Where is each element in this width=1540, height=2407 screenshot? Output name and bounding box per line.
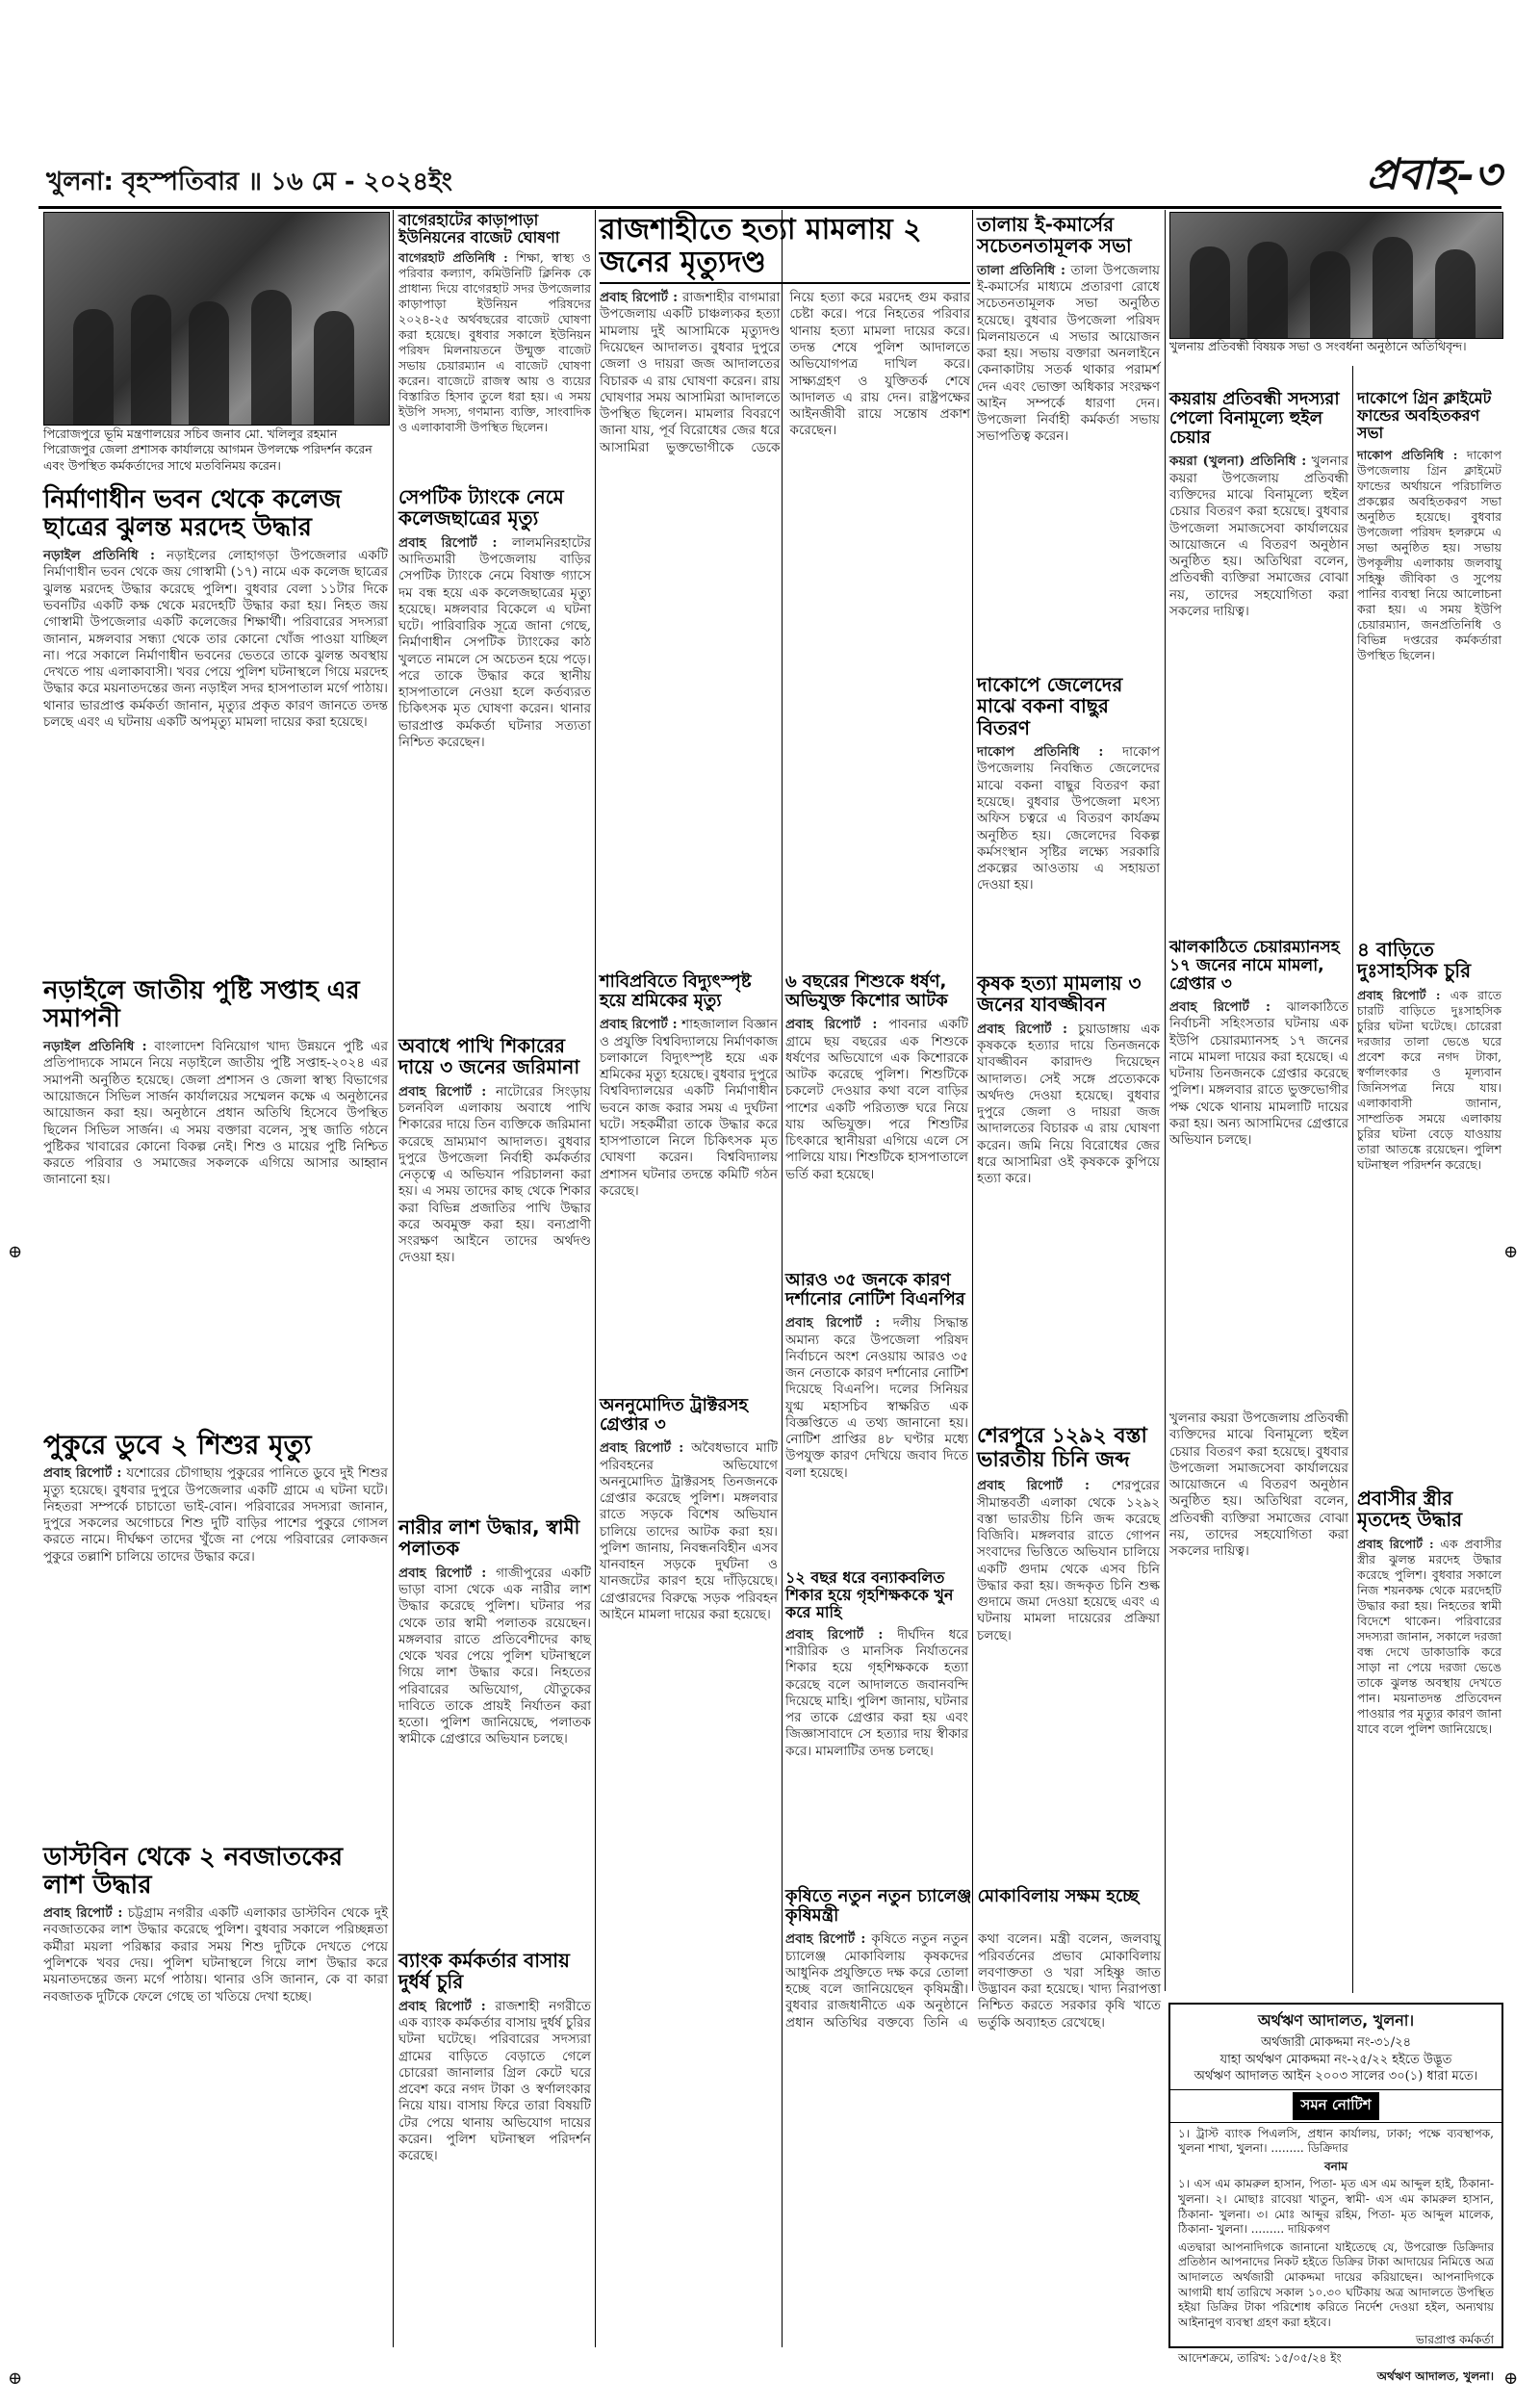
court-plaintiff: ১। ট্রাস্ট ব্যাংক পিএলসি, প্রধান কার্যালয়, ঢাকা; পক্ষে ব্যবস্থাপক, খুলনা শাখা, খুলনা। ......... ডিক্রিদার — [1178, 2126, 1494, 2156]
article-byline: প্রবাহ রিপোর্ট : — [785, 1931, 866, 1948]
article-body: তালা উপজেলায় ই-কমার্সের মাধ্যমে প্রতারণা রোধে সচেতনতামূলক সভা অনুষ্ঠিত হয়েছে। বুধবার উপজেলা পরিষদ মিলনায়তনে এ সভার আয়োজন করা হয়। সভায় বক্তারা অনলাইনে কেনাকাটায় সতর্ক থাকার পরামর্শ দেন এবং ভোক্তা অধিকার সংরক্ষণ আইন সম্পর্কে ধারণা দেন। উপজেলা নির্বাহী কর্মকর্তা সভায় সভাপতিত্ব করেন। — [977, 262, 1160, 445]
article-body: ঝালকাঠিতে নির্বাচনী সহিংসতার ঘটনায় এক ইউপি চেয়ারম্যানসহ ১৭ জনের নামে মামলা দায়ের করা হয়েছে। এ ঘটনায় তিনজনকে গ্রেপ্তার করেছে পুলিশ। মঙ্গলবার রাতে ভুক্তভোগীর পক্ষ থেকে থানায় মামলাটি দায়ের করা হয়। অন্য আসামিদের গ্রেপ্তারে অভিযান চলছে। — [1169, 999, 1348, 1149]
article-byline: কয়রা (খুলনা) প্রতিনিধি : — [1169, 453, 1307, 470]
article — [398, 1035, 591, 1507]
article-byline: দাকোপ প্রতিনিধি : — [977, 744, 1104, 761]
court-legal-section: অর্থঋণ আদালত আইন ২০০৩ সালের ৩০(১) ধারা মতে। — [1194, 2069, 1478, 2084]
article-body: চট্টগ্রাম নগরীর একটি এলাকার ডাস্টবিন থেকে দুই নবজাতকের লাশ উদ্ধার করেছে পুলিশ। বুধবার সকালে পরিচ্ছন্নতা কর্মীরা ময়লা পরিষ্কার করার সময় শিশু দুটিকে দেখতে পেয়ে পুলিশকে খবর দেয়। পুলিশ ঘটনাস্থলে গিয়ে লাশ উদ্ধার করে ময়নাতদন্তের জন্য মর্গে পাঠায়। থানার ওসি জানান, কে বা কারা নবজাতক দুটিকে ফেলে গেছে তা খতিয়ে দেখা হচ্ছে। — [43, 1905, 388, 2005]
article-body: গাজীপুরের একটি ভাড়া বাসা থেকে এক নারীর লাশ উদ্ধার করেছে পুলিশ। ঘটনার পর থেকে তার স্বামী পলাতক রয়েছেন। মঙ্গলবার রাতে প্রতিবেশীদের কাছ থেকে খবর পেয়ে পুলিশ ঘটনাস্থলে গিয়ে লাশ উদ্ধার করে। নিহতের পরিবারের অভিযোগ, যৌতুকের দাবিতে তাকে প্রায়ই নির্যাতন করা হতো। পুলিশ জানিয়েছে, পলাতক স্বামীকে গ্রেপ্তারে অভিযান চলছে। — [398, 1565, 591, 1747]
article — [43, 486, 388, 968]
article-byline: প্রবাহ রিপোর্ট : — [398, 1565, 487, 1581]
article — [398, 1516, 591, 1940]
article — [785, 1271, 968, 1560]
article-byline: প্রবাহ রিপোর্ট : — [1169, 999, 1271, 1016]
news-photo — [1169, 212, 1503, 339]
article-headline: দাকোপে গ্রিন ক্লাইমেট ফান্ডের অবহিতকরণ সভা — [1357, 389, 1492, 442]
article-headline: আরও ৩৫ জনকে কারণ দর্শানোর নোটিশ বিএনপির — [785, 1270, 965, 1310]
article-body: নাটোরের সিংড়ায় চলনবিল এলাকায় অবাধে পাখি শিকারের দায়ে তিন ব্যক্তিকে জরিমানা করেছে ভ্রাম্যমাণ আদালত। বুধবার দুপুরে উপজেলা নির্বাহী কর্মকর্তার নেতৃত্বে এ অভিযান পরিচালনা করা হয়। এ সময় তাদের কাছ থেকে শিকার করা বিভিন্ন প্রজাতির পাখি উদ্ধার করে অবমুক্ত করা হয়। বন্যপ্রাণী সংরক্ষণ আইনে তাদের অর্থদণ্ড দেওয়া হয়। — [398, 1083, 591, 1266]
article-headline: শেরপুরে ১২৯২ বস্তা ভারতীয় চিনি জব্দ — [977, 1424, 1147, 1472]
court-footer: অর্থঋণ আদালত, খুলনা। — [1376, 2368, 1494, 2383]
article-byline: প্রবাহ রিপোর্ট : — [785, 1315, 881, 1332]
column-divider — [393, 210, 394, 2347]
article-body: শাহজালাল বিজ্ঞান ও প্রযুক্তি বিশ্ববিদ্যালয়ে নির্মাণকাজ চলাকালে বিদ্যুৎস্পৃষ্ট হয়ে এক শ্রমিকের মৃত্যু হয়েছে। বুধবার দুপুরে বিশ্ববিদ্যালয়ের একটি নির্মাণাধীন ভবনে কাজ করার সময় এ দুর্ঘটনা ঘটে। সহকর্মীরা তাকে উদ্ধার করে হাসপাতালে নিলে চিকিৎসক মৃত ঘোষণা করেন। বিশ্ববিদ্যালয় প্রশাসন ঘটনার তদন্তে কমিটি গঠন করেছে। — [600, 1017, 778, 1199]
article-body: দীর্ঘদিন ধরে শারীরিক ও মানসিক নির্যাতনের শিকার হয়ে গৃহশিক্ষককে হত্যা করেছে বলে আদালতে জবানবন্দি দিয়েছে মাহি। পুলিশ জানায়, ঘটনার পর তাকে গ্রেপ্তার করা হয় এবং জিজ্ঞাসাবাদে সে হত্যার দায় স্বীকার করে। মামলাটির তদন্ত চলছে। — [785, 1626, 968, 1759]
court-signature: ভারপ্রাপ্ত কর্মকর্তা — [1415, 2333, 1494, 2347]
article-body: অবৈধভাবে মাটি পরিবহনের অভিযোগে অননুমোদিত ট্রাক্টরসহ তিনজনকে গ্রেপ্তার করেছে পুলিশ। মঙ্গলবার রাতে সড়কে বিশেষ অভিযান চালিয়ে তাদের আটক করা হয়। পুলিশ জানায়, নিবন্ধনবিহীন এসব যানবাহন সড়কে দুর্ঘটনা ও যানজটের কারণ হয়ে দাঁড়িয়েছে। গ্রেপ্তারদের বিরুদ্ধে সড়ক পরিবহন আইনে মামলা দায়ের করা হয়েছে। — [600, 1440, 779, 1622]
article — [977, 1425, 1160, 1877]
article-headline: ৬ বছরের শিশুকে ধর্ষণ, অভিযুক্ত কিশোর আটক — [785, 971, 948, 1012]
article — [977, 972, 1160, 1415]
article-byline: নড়াইল প্রতিনিধি : — [43, 1039, 147, 1055]
article-body: লালমনিরহাটের আদিতমারী উপজেলায় বাড়ির সেপটিক ট্যাংকে নেমে বিষাক্ত গ্যাসে দম বন্ধ হয়ে এক কলেজছাত্রের মৃত্যু হয়েছে। মঙ্গলবার বিকেলে এ ঘটনা ঘটে। পারিবারিক সূত্রে জানা গেছে, নির্মাণাধীন সেপটিক ট্যাংকের কাঠ খুলতে নামলে সে অচেতন হয়ে পড়ে। পরে তাকে উদ্ধার করে স্থানীয় হাসপাতালে নেওয়া হলে কর্তব্যরত চিকিৎসক মৃত ঘোষণা করেন। থানার ভারপ্রাপ্ত কর্মকর্তা ঘটনার সত্যতা নিশ্চিত করেছেন। — [398, 534, 591, 750]
article-headline: কৃষিতে নতুন নতুন চ্যালেঞ্জ মোকাবিলায় সক্ষম হচ্ছে কৃষিমন্ত্রী — [785, 1886, 1140, 1927]
article — [600, 972, 778, 1386]
court-notice-body: এতদ্বারা আপনাদিগকে জানানো যাইতেছে যে, উপরোক্ত ডিক্রিদার প্রতিষ্ঠান আপনাদের নিকট হইতে ডিক্রির টাকা আদায়ের নিমিত্তে অত্র আদালতে অর্থজারী মোকদ্দমা দায়ের করিয়াছেন। আপনাদিগকে আগামী ধার্য তারিখে সকাল ১০.৩০ ঘটিকায় অত্র আদালতে উপস্থিত হইয়া ডিক্রির টাকা পরিশোধ করিতে নির্দেশ দেওয়া হইল, অন্যথায় আইনানুগ ব্যবস্থা গ্রহণ করা হইবে। — [1178, 2239, 1494, 2329]
article — [1357, 390, 1502, 929]
registration-mark-icon: ⊕ — [1503, 1242, 1519, 1262]
article-body: রাজশাহীর বাগমারা উপজেলায় একটি চাঞ্চল্যকর হত্যা মামলায় দুই আসামিকে মৃত্যুদণ্ড দিয়েছেন আদালত। বুধবার দুপুরে জেলা ও দায়রা জজ আদালতের বিচারক এ রায় ঘোষণা করেন। রায় ঘোষণার সময় আসামিরা আদালতে উপস্থিত ছিলেন। মামলার বিবরণে জানা যায়, পূর্ব বিরোধের জের ধরে আসামিরা ভুক্তভোগীকে ডেকে নিয়ে হত্যা করে মরদেহ গুম করার চেষ্টা করে। পরে নিহতের পরিবার থানায় হত্যা মামলা দায়ের করে। তদন্ত শেষে পুলিশ আদালতে অভিযোগপত্র দাখিল করে। সাক্ষ্যগ্রহণ ও যুক্তিতর্ক শেষে আদালত এ রায় দেন। রাষ্ট্রপক্ষের আইনজীবী রায়ে সন্তোষ প্রকাশ করেছেন। — [600, 290, 970, 455]
registration-mark-icon: ⊕ — [8, 2368, 23, 2389]
article-byline: দাকোপ প্রতিনিধি : — [1357, 447, 1458, 462]
court-case-number: অর্থজারী মোকদ্দমা নং-৩১/২৪ — [1260, 2035, 1412, 2050]
article — [785, 1569, 968, 1877]
article-headline: সেপটিক ট্যাংকে নেমে কলেজছাত্রের মৃত্যু — [398, 485, 564, 531]
article-body: চুয়াডাঙ্গায় এক কৃষককে হত্যার দায়ে তিনজনকে যাবজ্জীবন কারাদণ্ড দিয়েছেন আদালত। সেই সঙ্গে প্রত্যেককে অর্থদণ্ড দেওয়া হয়েছে। বুধবার দুপুরে জেলা ও দায়রা জজ আদালতের বিচারক এ রায় ঘোষণা করেন। জমি নিয়ে বিরোধের জের ধরে আসামিরা ওই কৃষককে কুপিয়ে হত্যা করে। — [977, 1021, 1160, 1187]
article-headline: ডাস্টবিন থেকে ২ নবজাতকের লাশ উদ্ধার — [43, 1843, 344, 1901]
article-headline: ঝালকাঠিতে চেয়ারম্যানসহ ১৭ জনের নামে মামলা, গ্রেপ্তার ৩ — [1169, 938, 1340, 995]
article-body: দাকোপ উপজেলায় গ্রিন ক্লাইমেট ফান্ডের অর্থায়নে পরিচালিত প্রকল্পের অবহিতকরণ সভা অনুষ্ঠিত হয়েছে। বুধবার উপজেলা পরিষদ হলরুমে এ সভা অনুষ্ঠিত হয়। সভায় উপকূলীয় এলাকায় জলবায়ু সহিষ্ণু জীবিকা ও সুপেয় পানির ব্যবস্থা নিয়ে আলোচনা করা হয়। এ সময় ইউপি চেয়ারম্যান, জনপ্রতিনিধি ও বিভিন্ন দপ্তরের কর্মকর্তারা উপস্থিত ছিলেন। — [1357, 447, 1502, 662]
article-headline: অননুমোদিত ট্রাক্টরসহ গ্রেপ্তার ৩ — [600, 1395, 749, 1436]
article — [43, 1430, 388, 1834]
article-byline: প্রবাহ রিপোর্ট : — [398, 534, 498, 551]
article-byline: প্রবাহ রিপোর্ট : — [977, 1021, 1067, 1037]
article-byline: বাগেরহাট প্রতিনিধি : — [398, 249, 508, 265]
photo-caption: পিরোজপুরে ভূমি মন্ত্রণালয়ের সচিব জনাব মো. খলিলুর রহমান পিরোজপুর জেলা প্রশাসক কার্যালয়ে আগমন উপলক্ষে পরিদর্শন করেন এবং উপস্থিত কর্মকর্তাদের সাথে মতবিনিময় করেন। — [43, 427, 372, 473]
article-headline: নড়াইলে জাতীয় পুষ্টি সপ্তাহ এর সমাপনী — [43, 976, 360, 1034]
article-headline: পুকুরে ডুবে ২ শিশুর মৃত্যু — [43, 1429, 312, 1461]
article-headline: শাবিপ্রবিতে বিদ্যুৎস্পৃষ্ট হয়ে শ্রমিকের মৃত্যু — [600, 971, 752, 1012]
article-headline: অবাধে পাখি শিকারের দায়ে ৩ জনের জরিমানা — [398, 1034, 580, 1079]
article — [43, 1844, 388, 2344]
date-line: খুলনা: বৃহস্পতিবার ॥ ১৬ মে - ২০২৪ইং — [46, 168, 452, 196]
article-body: পাবনার একটি গ্রামে ছয় বছরের এক শিশুকে ধর্ষণের অভিযোগে এক কিশোরকে আটক করেছে পুলিশ। শিশুটিকে চকলেট দেওয়ার কথা বলে বাড়ির পাশের একটি পরিত্যক্ত ঘরে নিয়ে যায় অভিযুক্ত। পরে শিশুটির চিৎকারে স্থানীয়রা এগিয়ে এলে সে পালিয়ে যায়। শিশুটিকে হাসপাতালে ভর্তি করা হয়েছে। — [785, 1017, 969, 1182]
article-byline: প্রবাহ রিপোর্ট : — [600, 1440, 684, 1457]
article — [785, 1887, 1161, 2344]
article-body: দলীয় সিদ্ধান্ত অমান্য করে উপজেলা পরিষদ নির্বাচনে অংশ নেওয়ায় আরও ৩৫ জন নেতাকে কারণ দর্শানোর নোটিশ দিয়েছে বিএনপি। দলের সিনিয়র যুগ্ম মহাসচিব স্বাক্ষরিত এক বিজ্ঞপ্তিতে এ তথ্য জানানো হয়। নোটিশ প্রাপ্তির ৪৮ ঘণ্টার মধ্যে উপযুক্ত কারণ দেখিয়ে জবাব দিতে বলা হয়েছে। — [785, 1315, 968, 1481]
article-body: দাকোপ উপজেলায় নিবন্ধিত জেলেদের মাঝে বকনা বাছুর বিতরণ করা হয়েছে। বুধবার উপজেলা মৎস্য অফিস চত্বরে এ বিতরণ কার্যক্রম অনুষ্ঠিত হয়। জেলেদের বিকল্প কর্মসংস্থান সৃষ্টির লক্ষ্যে সরকারি প্রকল্পের আওতায় এ সহায়তা দেওয়া হয়। — [977, 744, 1160, 893]
article — [1357, 939, 1502, 1478]
header-rule — [38, 206, 1502, 209]
news-photo — [43, 212, 390, 426]
article-headline: রাজশাহীতে হত্যা মামলায় ২ জনের মৃত্যুদণ্ড — [600, 214, 970, 284]
article-byline: প্রবাহ রিপোর্ট : — [398, 1998, 486, 2014]
article-headline: ১২ বছর ধরে বন্যাকবলিত শিকার হয়ে গৃহশিক্ষককে খুন করে মাহি — [785, 1568, 954, 1621]
article-body: শিক্ষা, স্বাস্থ্য ও পরিবার কল্যাণ, কমিউনিটি ক্লিনিক কে প্রাধান্য দিয়ে বাগেরহাট সদর উপজেলার কাড়াপাড়া ইউনিয়ন পরিষদের ২০২৪-২৫ অর্থবছরের বাজেট ঘোষণা করা হয়েছে। বুধবার সকালে ইউনিয়ন পরিষদ মিলনায়তনে উন্মুক্ত বাজেট সভায় চেয়ারম্যান এ বাজেট ঘোষণা করেন। বাজেটে রাজস্ব আয় ও ব্যয়ের বিস্তারিত হিসাব তুলে ধরা হয়। এ সময় ইউপি সদস্য, গণমান্য ব্যক্তি, সাংবাদিক ও এলাকাবাসী উপস্থিত ছিলেন। — [398, 249, 591, 434]
article — [398, 1950, 591, 2344]
article-byline: প্রবাহ রিপোর্ট : — [1357, 1536, 1434, 1551]
article — [977, 214, 1160, 666]
article-body: যশোরের চৌগাছায় পুকুরের পানিতে ডুবে দুই শিশুর মৃত্যু হয়েছে। বুধবার দুপুরে উপজেলার একটি গ্রামে এ ঘটনা ঘটে। নিহতরা সম্পর্কে চাচাতো ভাই-বোন। পরিবারের সদস্যরা জানান, দুপুরে সকলের অগোচরে শিশু দুটি বাড়ির পাশের পুকুরে গোসল করতে নামে। দীর্ঘক্ষণ তাদের খুঁজে না পেয়ে পরিবারের লোকজন পুকুরে তল্লাশি চালিয়ে তাদের উদ্ধার করে। — [43, 1465, 388, 1565]
column-divider — [972, 210, 973, 1991]
article-headline: ব্যাংক কর্মকর্তার বাসায় দুর্ধর্ষ চুরি — [398, 1949, 570, 1994]
lead-article — [600, 214, 970, 965]
article-byline: প্রবাহ রিপোর্ট : — [600, 290, 679, 306]
article-byline: তালা প্রতিনিধি : — [977, 262, 1066, 278]
column-divider — [1165, 210, 1166, 1991]
article-byline: প্রবাহ রিপোর্ট : — [977, 1478, 1090, 1494]
registration-mark-icon: ⊕ — [1503, 2368, 1519, 2389]
article-byline: প্রবাহ রিপোর্ট : — [43, 1905, 123, 1922]
masthead — [1299, 142, 1502, 210]
article — [1169, 1411, 1348, 1988]
court-title: অর্থঋণ আদালত, খুলনা। — [1257, 2011, 1415, 2030]
article-body: এক রাতে চারটি বাড়িতে দুঃসাহসিক চুরির ঘটনা ঘটেছে। চোরেরা দরজার তালা ভেঙে ঘরে প্রবেশ করে নগদ টাকা, স্বর্ণালংকার ও মূল্যবান জিনিসপত্র নিয়ে যায়। এলাকাবাসী জানান, সাম্প্রতিক সময়ে এলাকায় চুরির ঘটনা বেড়ে যাওয়ায় তারা আতঙ্কে রয়েছেন। পুলিশ ঘটনাস্থল পরিদর্শন করেছে। — [1357, 987, 1502, 1172]
article-body: নড়াইলের লোহাগড়া উপজেলার একটি নির্মাণাধীন ভবন থেকে জয় গোস্বামী (১৭) নামে এক কলেজ ছাত্রের ঝুলন্ত মরদেহ উদ্ধার করেছে পুলিশ। বুধবার বেলা ১১টার দিকে ভবনটির একটি কক্ষ থেকে মরদেহটি উদ্ধার করা হয়। নিহত জয় গোস্বামী উপজেলার একটি কলেজের শিক্ষার্থী। পরিবারের সদস্যরা জানান, মঙ্গলবার সন্ধ্যা থেকে তার কোনো খোঁজ পাওয়া যাচ্ছিল না। পরে সকালে নির্মাণাধীন ভবনের ভেতরে তাকে ঝুলন্ত অবস্থায় দেখতে পায় এলাকাবাসী। খবর পেয়ে পুলিশ ঘটনাস্থলে গিয়ে মরদেহ উদ্ধার করে ময়নাতদন্তের জন্য নড়াইল সদর হাসপাতাল মর্গে পাঠায়। থানার ভারপ্রাপ্ত কর্মকর্তা জানান, মৃত্যুর প্রকৃত কারণ জানতে তদন্ত চলছে এবং এ ঘটনায় একটি অপমৃত্যু মামলা দায়ের করা হয়েছে। — [43, 548, 388, 730]
article-body: শেরপুরের সীমান্তবর্তী এলাকা থেকে ১২৯২ বস্তা ভারতীয় চিনি জব্দ করেছে বিজিবি। মঙ্গলবার রাতে গোপন সংবাদের ভিত্তিতে অভিযান চালিয়ে একটি গুদাম থেকে এসব চিনি উদ্ধার করা হয়। জব্দকৃত চিনি শুল্ক গুদামে জমা দেওয়া হয়েছে এবং এ ঘটনায় মামলা দায়েরের প্রক্রিয়া চলছে। — [977, 1478, 1160, 1643]
article-byline: প্রবাহ রিপোর্ট : — [398, 1083, 487, 1100]
article-headline: নির্মাণাধীন ভবন থেকে কলেজ ছাত্রের ঝুলন্ত মরদেহ উদ্ধার — [43, 485, 342, 543]
article-byline: প্রবাহ রিপোর্ট : — [43, 1465, 122, 1482]
registration-mark-icon: ⊕ — [8, 1242, 23, 1262]
article-body: এক প্রবাসীর স্ত্রীর ঝুলন্ত মরদেহ উদ্ধার করেছে পুলিশ। বুধবার সকালে নিজ শয়নকক্ষ থেকে মরদেহটি উদ্ধার করা হয়। নিহতের স্বামী বিদেশে থাকেন। পরিবারের সদস্যরা জানান, সকালে দরজা বন্ধ দেখে ডাকাডাকি করে সাড়া না পেয়ে দরজা ভেঙে তাকে ঝুলন্ত অবস্থায় দেখতে পান। ময়নাতদন্ত প্রতিবেদন পাওয়ার পর মৃত্যুর কারণ জানা যাবে বলে পুলিশ জানিয়েছে। — [1357, 1536, 1502, 1736]
article — [600, 1396, 778, 1849]
court-versus: বনাম — [1324, 2159, 1348, 2173]
court-notice-title: সমন নোটিশ — [1170, 2089, 1502, 2123]
article — [398, 212, 591, 481]
article-headline: প্রবাসীর স্ত্রীর মৃতদেহ উদ্ধার — [1357, 1487, 1463, 1532]
article — [1169, 390, 1348, 929]
court-case-origin: যাহা অর্থঋণ মোকদ্দমা নং-২৫/২২ হইতে উদ্ভূত — [1219, 2052, 1452, 2067]
photo-caption: খুলনায় প্রতিবন্ধী বিষয়ক সভা ও সংবর্ধনা অনুষ্ঠানে অতিথিবৃন্দ। — [1169, 339, 1467, 353]
article-byline: প্রবাহ রিপোর্ট : — [600, 1017, 678, 1033]
column-divider — [1352, 366, 1353, 1993]
article — [1169, 939, 1348, 1401]
article — [398, 486, 591, 1025]
masthead-title: প্রবাহ-৩ — [1366, 150, 1502, 199]
article — [1357, 1488, 1502, 1988]
article-byline: প্রবাহ রিপোর্ট : — [785, 1626, 884, 1643]
article-headline: কয়রায় প্রতিবন্ধী সদস্যরা পেলো বিনামূল্যে হুইল চেয়ার — [1169, 389, 1340, 449]
court-date: আদেশক্রমে, তারিখ: ১৫/০৫/২৪ ইং — [1178, 2350, 1342, 2365]
article-headline: দাকোপে জেলেদের মাঝে বকনা বাছুর বিতরণ — [977, 673, 1123, 739]
article — [977, 674, 1160, 963]
article-body: কৃষিতে নতুন নতুন চ্যালেঞ্জ মোকাবিলায় কৃষকদের আধুনিক প্রযুক্তিতে দক্ষ করে তোলা হচ্ছে বলে জানিয়েছেন কৃষিমন্ত্রী। বুধবার রাজধানীতে এক অনুষ্ঠানে প্রধান অতিথির বক্তব্যে তিনি এ কথা বলেন। মন্ত্রী বলেন, জলবায়ু পরিবর্তনের প্রভাব মোকাবিলায় লবণাক্ততা ও খরা সহিষ্ণু জাত উদ্ভাবন করা হয়েছে। খাদ্য নিরাপত্তা নিশ্চিত করতে সরকার কৃষি খাতে ভর্তুকি অব্যাহত রেখেছে। — [785, 1931, 1161, 2031]
article — [43, 977, 388, 1420]
court-notice — [1168, 2003, 1503, 2383]
article-headline: কৃষক হত্যা মামলায় ৩ জনের যাবজ্জীবন — [977, 971, 1142, 1017]
article-byline: প্রবাহ রিপোর্ট : — [1357, 987, 1441, 1002]
article-byline: নড়াইল প্রতিনিধি : — [43, 548, 155, 564]
article-body: বাংলাদেশ বিনিয়োগ খাদ্য উন্নয়নে পুষ্টি এর প্রতিপাদ্যকে সামনে নিয়ে নড়াইলে জাতীয় পুষ্টি সপ্তাহ-২০২৪ এর সমাপনী অনুষ্ঠিত হয়েছে। জেলা প্রশাসন ও জেলা স্বাস্থ্য বিভাগের আয়োজনে সিভিল সার্জন কার্যালয়ের সম্মেলন কক্ষে এ অনুষ্ঠানের আয়োজন করা হয়। অনুষ্ঠানে প্রধান অতিথি হিসেবে উপস্থিত ছিলেন সিভিল সার্জন। এ সময় বক্তারা বলেন, সুস্থ জাতি গঠনে পুষ্টিকর খাবারের কোনো বিকল্প নেই। শিশু ও মায়ের পুষ্টি নিশ্চিত করতে পরিবার ও সমাজের সকলকে এগিয়ে আসার আহ্বান জানানো হয়। — [43, 1039, 388, 1188]
article-body: রাজশাহী নগরীতে এক ব্যাংক কর্মকর্তার বাসায় দুর্ধর্ষ চুরির ঘটনা ঘটেছে। পরিবারের সদস্যরা গ্রামের বাড়িতে বেড়াতে গেলে চোরেরা জানালার গ্রিল কেটে ঘরে প্রবেশ করে নগদ টাকা ও স্বর্ণালংকার নিয়ে যায়। বাসায় ফিরে তারা বিষয়টি টের পেয়ে থানায় অভিযোগ দায়ের করেন। পুলিশ ঘটনাস্থল পরিদর্শন করেছে। — [398, 1998, 591, 2164]
article-headline: বাগেরহাটের কাড়াপাড়া ইউনিয়নের বাজেট ঘোষণা — [398, 211, 560, 246]
court-defendants: ১। এস এম কামরুল হাসান, পিতা- মৃত এস এম আব্দুল হাই, ঠিকানা- খুলনা। ২। মোছাঃ রাবেয়া খাতুন, স্বামী- এস এম কামরুল হাসান, ঠিকানা- খুলনা। ৩। মোঃ আব্দুর রহিম, পিতা- মৃত আব্দুল মালেক, ঠিকানা- খুলনা। ......... দায়িকগণ — [1178, 2177, 1494, 2237]
article-headline: ৪ বাড়িতে দুঃসাহসিক চুরি — [1357, 938, 1472, 983]
article — [785, 972, 968, 1261]
article-byline: প্রবাহ রিপোর্ট : — [785, 1017, 878, 1033]
article-body: খুলনার কয়রা উপজেলায় প্রতিবন্ধী ব্যক্তিদের মাঝে বিনামূল্যে হুইল চেয়ার বিতরণ করা হয়েছে। বুধবার উপজেলা সমাজসেবা কার্যালয়ের আয়োজনে এ বিতরণ অনুষ্ঠান অনুষ্ঠিত হয়। অতিথিরা বলেন, প্রতিবন্ধী ব্যক্তিরা সমাজের বোঝা নয়, তাদের সহযোগিতা করা সকলের দায়িত্ব। — [1169, 453, 1348, 619]
column-divider — [595, 210, 596, 2347]
article-headline: তালায় ই-কমার্সের সচেতনতামূলক সভা — [977, 213, 1132, 258]
article-body-continued: খুলনার কয়রা উপজেলায় প্রতিবন্ধী ব্যক্তিদের মাঝে বিনামূল্যে হুইল চেয়ার বিতরণ করা হয়েছে। বুধবার উপজেলা সমাজসেবা কার্যালয়ের আয়োজনে এ বিতরণ অনুষ্ঠান অনুষ্ঠিত হয়। অতিথিরা বলেন, প্রতিবন্ধী ব্যক্তিরা সমাজের বোঝা নয়, তাদের সহযোগিতা করা সকলের দায়িত্ব। — [1169, 1411, 1348, 1560]
article-headline: নারীর লাশ উদ্ধার, স্বামী পলাতক — [398, 1515, 580, 1561]
